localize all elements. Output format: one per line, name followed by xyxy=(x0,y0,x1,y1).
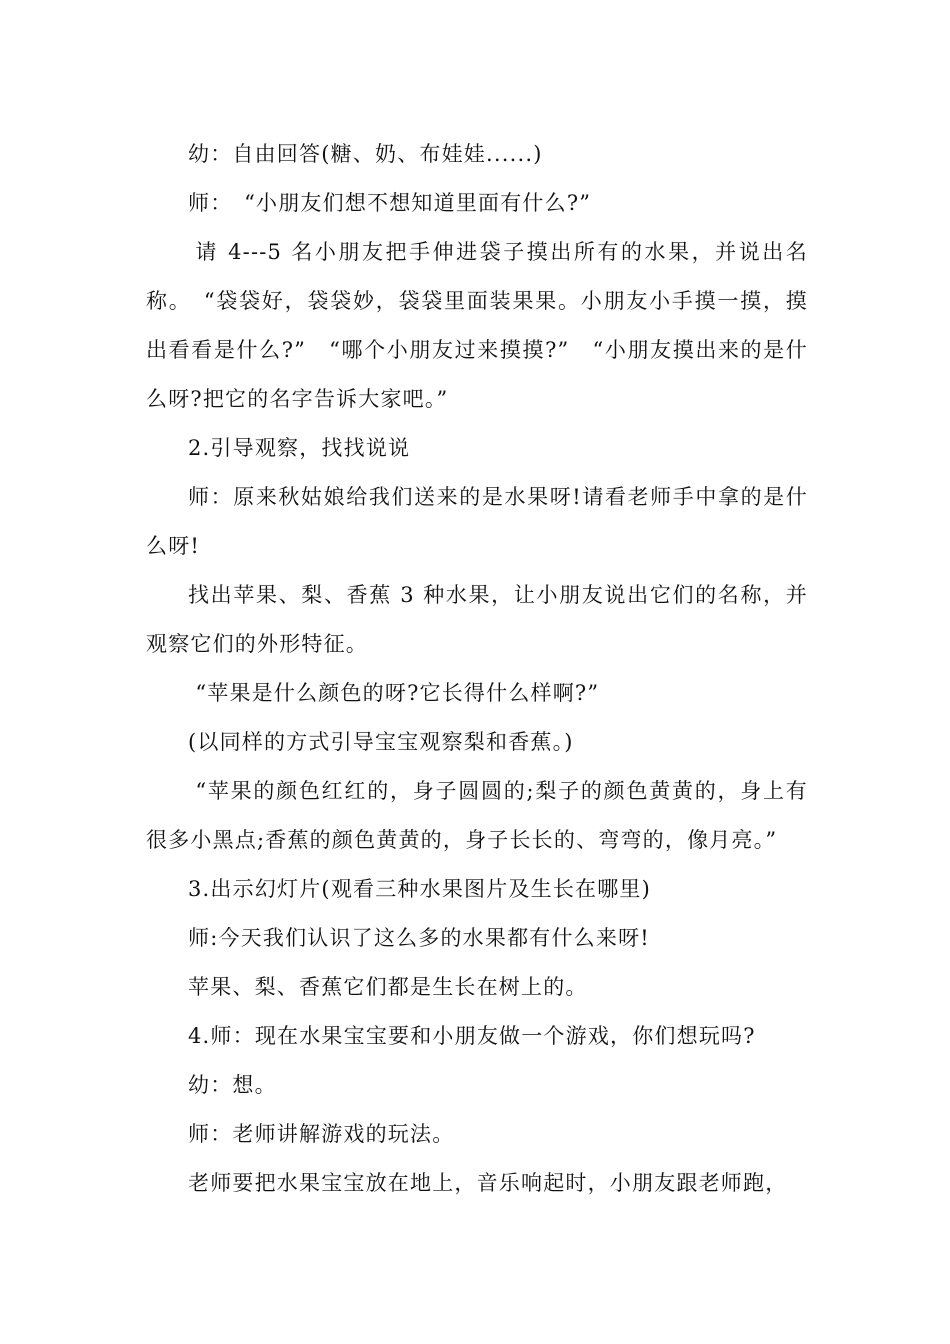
paragraph-15: 师：老师讲解游戏的玩法。 xyxy=(188,1122,455,1146)
paragraph-12: 苹果、梨、香蕉它们都是生长在树上的。 xyxy=(188,975,588,999)
paragraph-2: 师： “小朋友们想不想知道里面有什么?” xyxy=(188,191,592,215)
paragraph-6: 找出苹果、梨、香蕉 3 种水果，让小朋友说出它们的名称，并观察它们的外形特征。 xyxy=(146,583,808,656)
document-body xyxy=(146,130,808,1208)
paragraph-4: 2.引导观察，找找说说 xyxy=(188,436,411,460)
paragraph-11: 师:今天我们认识了这么多的水果都有什么来呀! xyxy=(188,926,650,950)
paragraph-10: 3.出示幻灯片(观看三种水果图片及生长在哪里) xyxy=(188,877,652,901)
paragraph-5: 师：原来秋姑娘给我们送来的是水果呀!请看老师手中拿的是什么呀! xyxy=(146,485,808,558)
paragraph-8: (以同样的方式引导宝宝观察梨和香蕉。) xyxy=(188,730,574,754)
paragraph-1: 幼：自由回答(糖、奶、布娃娃......) xyxy=(188,142,543,166)
paragraph-9: “苹果的颜色红红的，身子圆圆的;梨子的颜色黄黄的，身上有很多小黑点;香蕉的颜色黄黄的，身子长长的、弯弯的，像月亮。” xyxy=(146,779,808,852)
paragraph-3: 请 4---5 名小朋友把手伸进袋子摸出所有的水果，并说出名称。 “袋袋好，袋袋妙，袋袋里面装果果。小朋友小手摸一摸，摸出看看是什么?” “哪个小朋友过来摸摸?” “小朋友摸出来的是什么呀?把它的名字告诉大家吧。” xyxy=(146,240,808,411)
paragraph-7: “苹果是什么颜色的呀?它长得什么样啊?” xyxy=(195,681,600,705)
paragraph-16: 老师要把水果宝宝放在地上，音乐响起时，小朋友跟老师跑， xyxy=(188,1171,788,1195)
paragraph-14: 幼：想。 xyxy=(188,1073,277,1097)
paragraph-13: 4.师：现在水果宝宝要和小朋友做一个游戏，你们想玩吗? xyxy=(188,1024,756,1048)
